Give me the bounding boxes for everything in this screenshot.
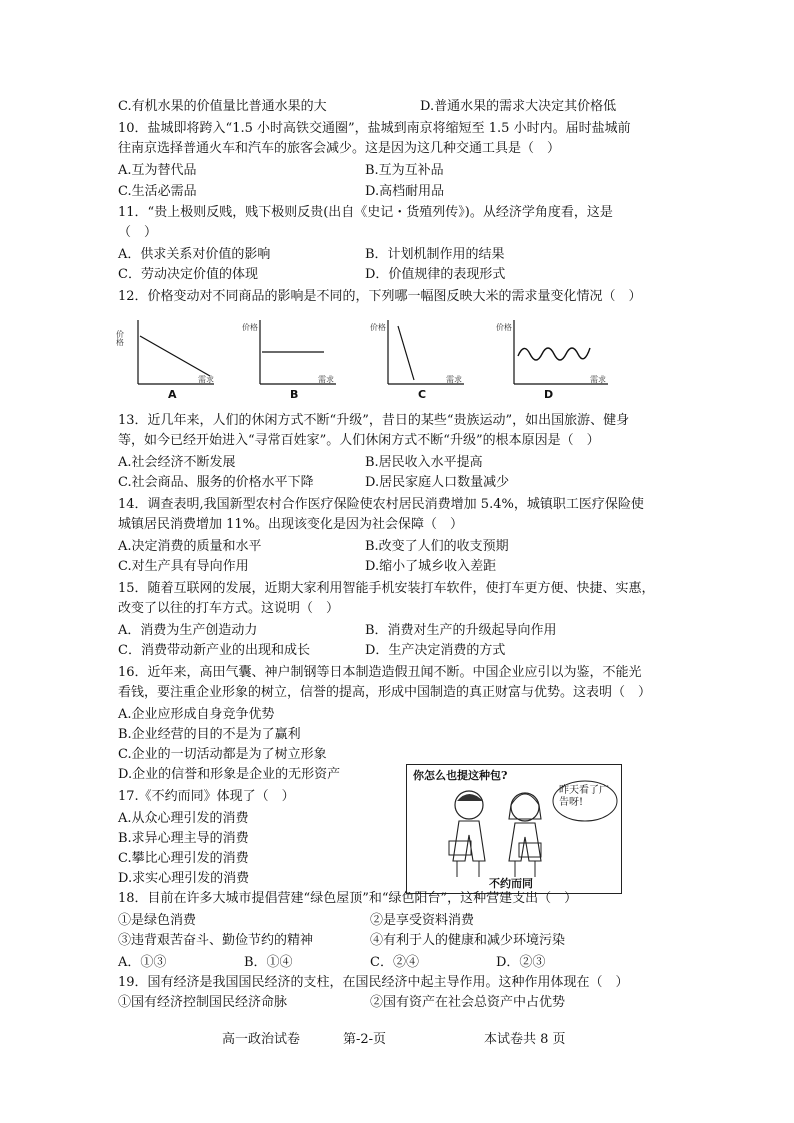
graph-a-label: A <box>168 388 177 401</box>
text-line: B.居民收入水平提高 <box>365 455 483 470</box>
text-line: C.生活必需品 <box>118 184 197 199</box>
graph-c-xlabel: 需求 <box>446 375 462 384</box>
text-line: 11．“贵上极则反贱，贱下极则反贵(出自《史记・货殖列传》)。从经济学角度看，这是 <box>118 205 613 220</box>
graph-d-xlabel: 需求 <box>590 375 606 384</box>
cartoon-frame <box>406 764 622 894</box>
text-line: B．计划机制作用的结果 <box>365 247 505 262</box>
text-line: D.居民家庭人口数量减少 <box>365 475 510 490</box>
graph-b-ylabel: 价格 <box>242 323 258 332</box>
text-line: D．价值规律的表现形式 <box>365 267 506 282</box>
graph-c <box>368 318 468 388</box>
graph-d-ylabel: 价格 <box>496 323 512 332</box>
text-line: D.缩小了城乡收入差距 <box>365 559 497 574</box>
text-line: C.对生产具有导向作用 <box>118 559 249 574</box>
text-line: 10．盐城即将跨入“1.5 小时高铁交通圈”，盐城到南京将缩短至 1.5 小时内。届时盐城前 <box>118 121 631 136</box>
text-line: A.企业应形成自身竞争优势 <box>118 707 275 722</box>
graph-c-label: C <box>418 388 427 401</box>
text-line: A．①③ <box>118 955 167 970</box>
text-line: D.企业的信誉和形象是企业的无形资产 <box>118 767 341 782</box>
text-line: ②是享受资料消费 <box>370 913 475 928</box>
graph-d-label: D <box>544 388 554 401</box>
cartoon-caption: 不约而同 <box>489 877 533 890</box>
text-line: ③违背艰苦奋斗、勤俭节约的精神 <box>118 933 314 948</box>
text-line: 16．近年来，高田气囊、神户制钢等日本制造造假丑闻不断。中国企业应引以为鉴，不能光 <box>118 665 642 680</box>
text-line: A．消费为生产创造动力 <box>118 623 258 638</box>
text-line: D．生产决定消费的方式 <box>365 643 506 658</box>
graph-c-ylabel: 价格 <box>370 323 386 332</box>
text-line: A.决定消费的质量和水平 <box>118 539 262 554</box>
text-line: 等，如今已经开始进入“寻常百姓家”。人们休闲方式不断“升级”的根本原因是（ ） <box>118 433 600 448</box>
graph-b <box>240 318 340 388</box>
text-line: A．供求关系对价值的影响 <box>118 247 271 262</box>
text-line: C．劳动决定价值的体现 <box>118 267 258 282</box>
text-line: A.社会经济不断发展 <box>118 455 236 470</box>
text-line: ①是绿色消费 <box>118 913 197 928</box>
text-line: B．消费对生产的升级起导向作用 <box>365 623 557 638</box>
text-line: C．②④ <box>370 955 419 970</box>
text-line: 看钱，要注重企业形象的树立，信誉的提高，形成中国制造的真正财富与优势。这表明（ ） <box>118 685 652 700</box>
text-line: 18．目前在许多大城市提倡营建“绿色屋顶”和“绿色阳台”，这种营建支出（ ） <box>118 891 578 906</box>
text-line: 15．随着互联网的发展，近期大家利用智能手机安装打车软件，使打车更方便、快捷、实惠， <box>118 581 655 596</box>
text-line: 往南京选择普通火车和汽车的旅客会减少。这是因为这几种交通工具是（ ） <box>118 141 561 156</box>
cartoon-speech-right: 昨天看了广告呀! <box>559 785 609 808</box>
text-line: ①国有经济控制国民经济命脉 <box>118 995 288 1010</box>
text-line: 19．国有经济是我国国民经济的支柱，在国民经济中起主导作用。这种作用体现在（ ） <box>118 975 629 990</box>
text-line: 17.《不约而同》体现了（ ） <box>118 789 295 804</box>
text-line: B．①④ <box>244 955 293 970</box>
text-line: B.互为互补品 <box>365 163 444 178</box>
graph-a-xlabel: 需求 <box>198 375 214 384</box>
graph-b-xlabel: 需求 <box>318 375 334 384</box>
text-line: B.企业经营的目的不是为了赢利 <box>118 727 301 742</box>
text-line: C．消费带动新产业的出现和成长 <box>118 643 310 658</box>
text-line: 改变了以往的打车方式。这说明（ ） <box>118 601 340 616</box>
text-line: D．②③ <box>496 955 546 970</box>
graph-a-ylabel: 价格 <box>115 330 125 346</box>
graph-d <box>494 318 612 388</box>
text-line: B.改变了人们的收支预期 <box>365 539 509 554</box>
text-line: D.普通水果的需求大决定其价格低 <box>420 99 617 114</box>
footer-page: 第-2-页 <box>343 1032 387 1047</box>
text-line: 14．调查表明,我国新型农村合作医疗保险使农村居民消费增加 5.4%，城镇职工医疗保险使 <box>118 497 644 512</box>
text-line: ②国有资产在社会总资产中占优势 <box>370 995 566 1010</box>
text-line: A.从众心理引发的消费 <box>118 811 249 826</box>
text-line: （ ） <box>118 225 158 240</box>
text-line: ④有利于人的健康和减少环境污染 <box>370 933 566 948</box>
text-line: C.企业的一切活动都是为了树立形象 <box>118 747 327 762</box>
text-line: A.互为替代品 <box>118 163 197 178</box>
text-line: C.有机水果的价值量比普通水果的大 <box>118 99 327 114</box>
text-line: D.高档耐用品 <box>365 184 445 199</box>
footer-subject: 高一政治试卷 <box>222 1032 301 1047</box>
cartoon-speech-left: 你怎么也提这种包? <box>413 769 508 782</box>
text-line: 城镇居民消费增加 11%。出现该变化是因为社会保障（ ） <box>118 517 464 532</box>
footer-total: 本试卷共 8 页 <box>484 1032 566 1047</box>
text-line: 12．价格变动对不同商品的影响是不同的，下列哪一幅图反映大米的需求量变化情况（ ） <box>118 289 642 304</box>
graph-a <box>115 318 218 388</box>
text-line: B.求异心理主导的消费 <box>118 831 249 846</box>
text-line: C.社会商品、服务的价格水平下降 <box>118 475 314 490</box>
text-line: C.攀比心理引发的消费 <box>118 851 249 866</box>
text-line: 13．近几年来，人们的休闲方式不断“升级”，昔日的某些“贵族运动”，如出国旅游、健身 <box>118 413 630 428</box>
graph-b-label: B <box>290 388 299 401</box>
text-line: D.求实心理引发的消费 <box>118 871 250 886</box>
